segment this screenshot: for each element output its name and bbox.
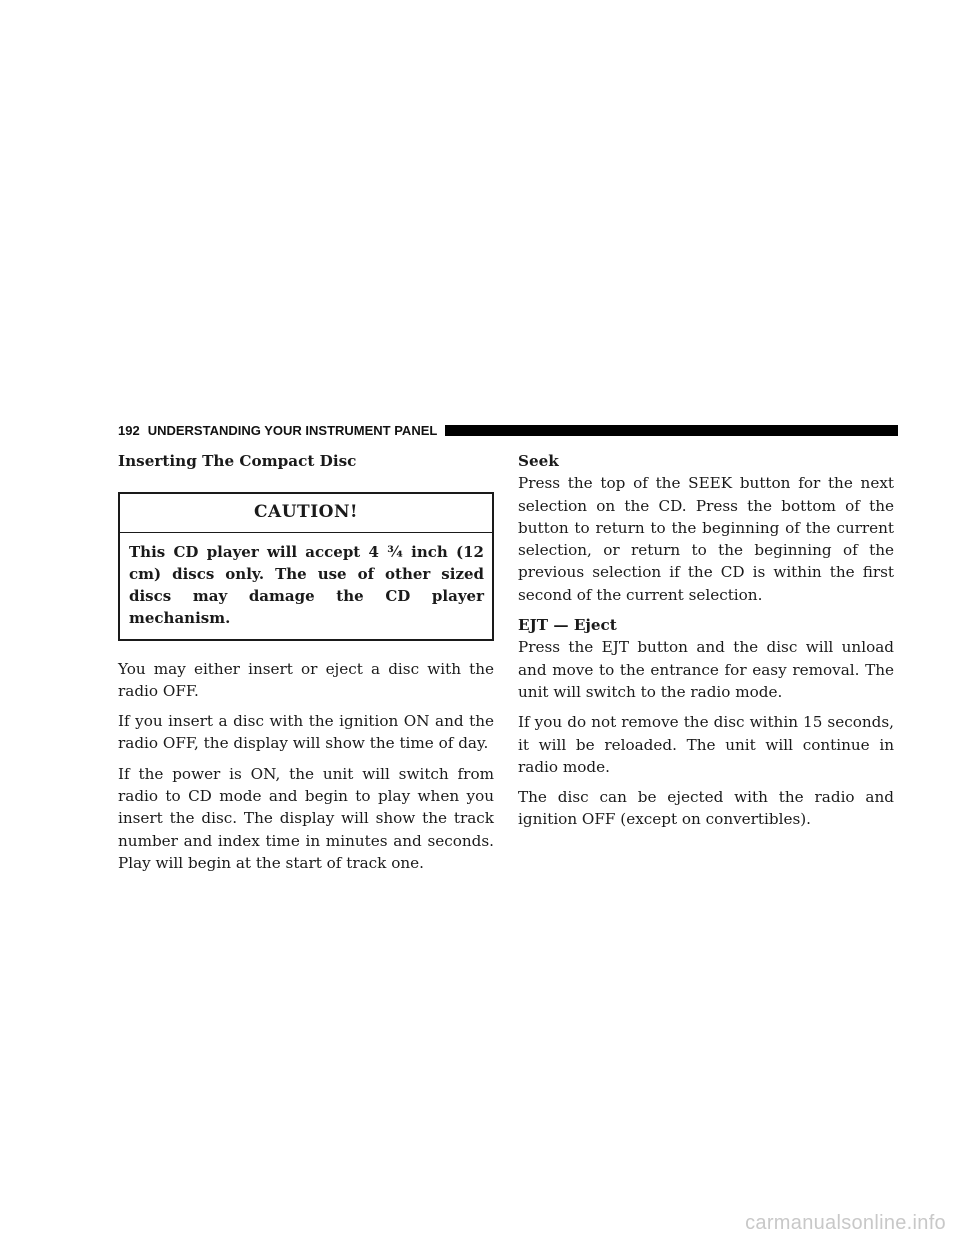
caution-text: This CD player will accept 4 ¾ inch (12 cm) discs only. The use of other sized discs may damage the CD player mechanism.: [129, 542, 484, 627]
eject-paragraph: Press the EJT button and the disc will unload and move to the entrance for easy removal. The unit will switch to the radio mode.: [518, 638, 894, 701]
watermark-link[interactable]: carmanualsonline.info: [745, 1212, 946, 1234]
header-bar: [445, 425, 898, 436]
section-heading: Inserting The Compact Disc: [118, 452, 357, 470]
page-header: [118, 420, 898, 440]
seek-paragraph: Press the top of the SEEK button for the next selection on the CD. Press the bottom of the button to return to the beginning of the current selection, or return to the beginning of the previous selection if the CD is within the first second of the current selection.: [518, 474, 894, 604]
eject-paragraph: The disc can be ejected with the radio and ignition OFF (except on convertibles).: [518, 788, 894, 829]
section-title: UNDERSTANDING YOUR INSTRUMENT PANEL: [147, 422, 438, 438]
paragraph: If you insert a disc with the ignition ON and the radio OFF, the display will show the time of day.: [118, 712, 494, 753]
page-number: 192: [118, 422, 140, 438]
paragraph: You may either insert or eject a disc with the radio OFF.: [118, 659, 494, 700]
seek-heading: Seek: [518, 452, 559, 470]
eject-heading: EJT — Eject: [518, 616, 617, 635]
paragraph: If the power is ON, the unit will switch from radio to CD mode and begin to play when you insert the disc. The display will show the track number and index time in minutes and seconds. Play will begin at the start of track one.: [118, 764, 494, 872]
eject-paragraph: If you do not remove the disc within 15 seconds, it will be reloaded. The unit will continue in radio mode.: [518, 713, 894, 776]
left-column: [118, 450, 494, 882]
right-column: [518, 450, 894, 839]
caution-title: CAUTION!: [120, 494, 492, 532]
caution-box: [118, 492, 494, 640]
